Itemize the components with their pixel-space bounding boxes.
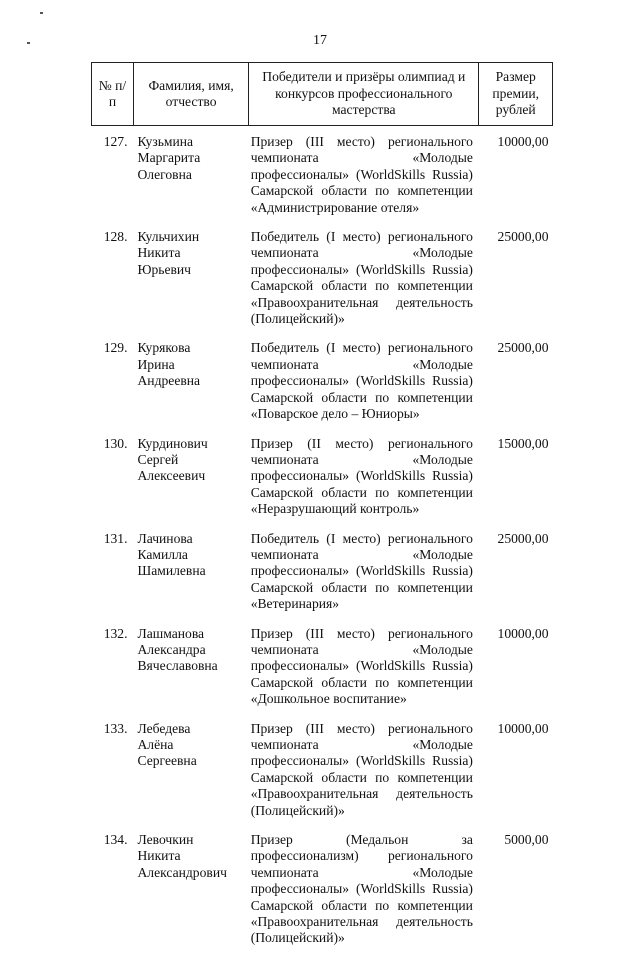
last-name: Курдинович [137,435,208,451]
table-row [92,721,553,832]
achievement-text: Призер (III место) регионального чемпионата «Молодые профессионалы» (WorldSkills Russia) Самарской области по компетенции «Правоохранительная деятельность (Полицейский)» [250,720,473,818]
row-number: 129. [103,340,128,356]
first-name: Маргарита [137,150,201,166]
prize-amount: 5000,00 [504,832,549,848]
achievement-text: Призер (Медальон за профессионализм) регионального чемпионата «Молодые профессионалы» (WorldSkills Russia) Самарской области по компетенции «Правоохранительная деятельность (Полицейский)» [250,832,473,946]
person-name [133,436,248,531]
achievement-text: Призер (III место) регионального чемпионата «Молодые профессионалы» (WorldSkills Russia) Самарской области по компетенции «Дошкольное воспитание» [250,625,473,707]
middle-name: Андреевна [137,373,201,389]
row-number: 127. [103,134,128,149]
table-row [92,436,553,531]
row-number: 128. [103,229,128,245]
first-name: Никита [137,245,181,261]
prize-amount: 25000,00 [497,530,549,546]
achievement-text: Победитель (I место) регионального чемпионата «Молодые профессионалы» (WorldSkills Russia) Самарской области по компетенции «Поварское дело – Юниоры» [250,340,473,422]
header-num: № п/п [92,63,134,126]
middle-name: Шамилевна [137,563,206,579]
row-number: 133. [103,720,128,736]
table-row [92,626,553,721]
middle-name: Сергеевна [137,753,197,769]
last-name: Кузьмина [137,134,194,149]
first-name: Никита [137,848,181,864]
page-number: 17 [313,33,327,48]
last-name: Лачинова [137,530,193,546]
middle-name: Олеговна [137,166,192,182]
middle-name: Александрович [137,864,227,880]
prize-amount: 10000,00 [497,720,549,736]
prize-amount: 25000,00 [497,229,549,245]
table-row [92,832,553,960]
person-name [133,832,248,960]
prize-amount: 25000,00 [497,340,549,356]
prize-amount: 10000,00 [497,134,549,149]
table-row [92,126,553,230]
first-name: Сергей [137,451,179,467]
person-name [133,626,248,721]
table-row [92,531,553,626]
achievement-text: Победитель (I место) регионального чемпионата «Молодые профессионалы» (WorldSkills Russia) Самарской области по компетенции «Правоохранительная деятельность (Полицейский)» [250,229,473,327]
person-name [133,229,248,340]
person-name [133,531,248,626]
person-name [133,340,248,435]
table-header-row [92,63,553,126]
person-name [133,721,248,832]
middle-name: Юрьевич [137,261,192,277]
first-name: Алёна [137,737,174,752]
table-row [92,340,553,435]
last-name: Курякова [137,340,191,356]
scan-mark [27,42,30,44]
last-name: Кульчихин [137,229,200,245]
header-name: Фамилия, имя, отчество [133,63,248,126]
last-name: Левочкин [137,832,194,848]
prize-amount: 10000,00 [497,625,549,641]
first-name: Ирина [137,356,175,372]
last-name: Лашманова [137,625,205,641]
row-number: 134. [103,832,128,848]
row-number: 130. [103,435,128,451]
middle-name: Алексеевич [137,468,206,484]
scan-mark [40,12,43,14]
last-name: Лебедева [137,720,191,736]
person-name [133,126,248,230]
table-row [92,229,553,340]
achievement-text: Победитель (I место) регионального чемпионата «Молодые профессионалы» (WorldSkills Russia) Самарской области по компетенции «Ветеринария» [250,530,473,612]
first-name: Камилла [137,546,188,562]
middle-name: Вячеславовна [137,658,218,674]
achievement-text: Призер (III место) регионального чемпионата «Молодые профессионалы» (WorldSkills Russia) Самарской области по компетенции «Администрирование отеля» [250,134,473,215]
row-number: 131. [103,530,128,546]
awards-table [91,62,553,960]
row-number: 132. [103,625,128,641]
achievement-text: Призер (II место) регионального чемпионата «Молодые профессионалы» (WorldSkills Russia) Самарской области по компетенции «Неразрушающий контроль» [250,435,473,517]
header-achievement: Победители и призёры олимпиад и конкурсов профессионального мастерства [249,63,479,126]
prize-amount: 15000,00 [497,435,549,451]
first-name: Александра [137,641,206,657]
header-prize: Размер премии, рублей [479,63,553,126]
